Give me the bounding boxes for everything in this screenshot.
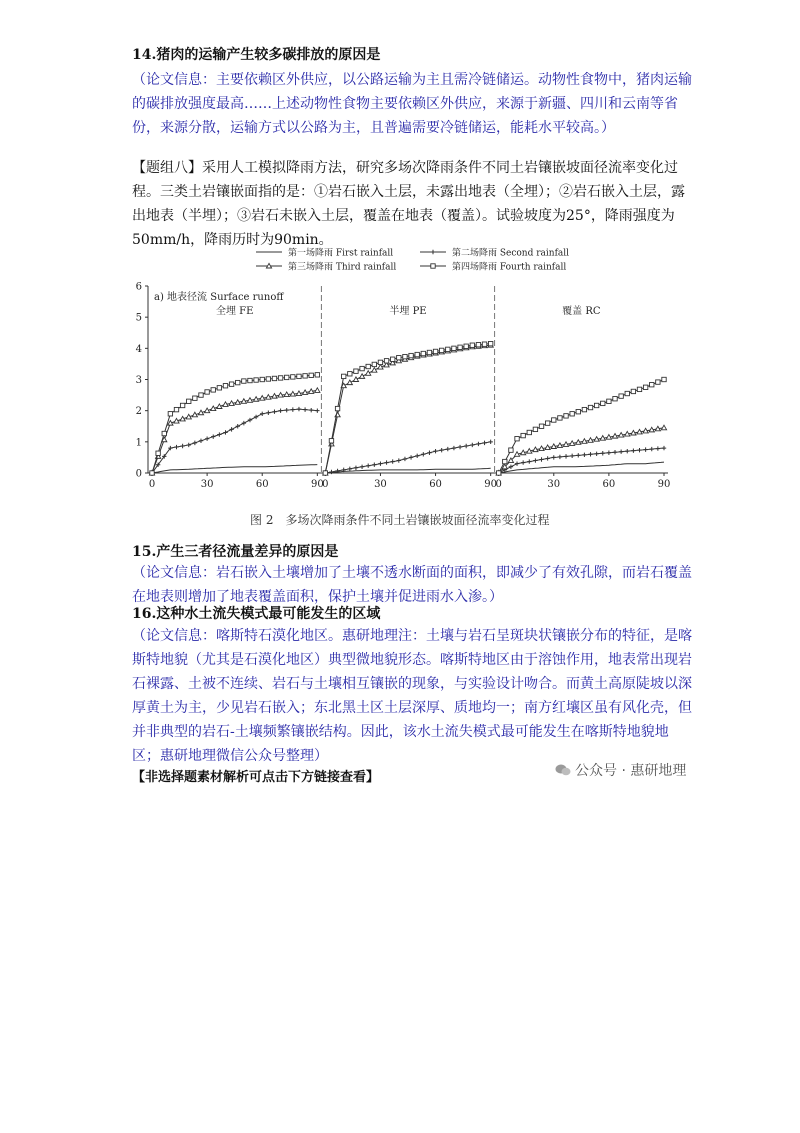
series-2-panel-1-point-12: [187, 443, 191, 447]
series-3-panel-2-point-10: [353, 377, 358, 382]
series-4-panel-3-point-22: [564, 414, 568, 418]
series-2-panel-1-point-38: [266, 411, 270, 415]
series-2-panel-3-point-30: [588, 452, 592, 456]
series-2-panel-1-point-28: [236, 424, 240, 428]
series-2-panel-1-point-22: [217, 432, 221, 436]
legend-label-4: 第四场降雨 Fourth rainfall: [452, 262, 567, 273]
series-2-panel-1-point-18: [205, 437, 209, 441]
series-4-panel-2-point-48: [470, 343, 474, 347]
series-2-panel-3-point-44: [631, 448, 635, 452]
series-4-panel-1-point-24: [223, 384, 227, 388]
series-4-panel-2-point-16: [372, 362, 376, 366]
series-4-panel-2-point-24: [397, 355, 401, 359]
series-4-panel-1-point-2: [156, 451, 160, 455]
series-4-panel-2-point-14: [366, 364, 370, 368]
y-tick-label-5: 5: [135, 312, 142, 324]
series-4-panel-3-point-48: [643, 385, 647, 389]
series-4-panel-2-point-34: [427, 350, 431, 354]
series-3-panel-2-line: [325, 345, 490, 473]
y-tick-label-4: 4: [135, 343, 142, 355]
series-2-panel-2-point-32: [421, 452, 425, 456]
series-4-panel-1-point-6: [168, 412, 172, 416]
panel-label-1: 全埋 FE: [215, 306, 254, 317]
series-2-panel-1-point-16: [199, 439, 203, 443]
series-4-panel-2-point-50: [476, 342, 480, 346]
footer-link-text[interactable]: 【非选择题素材解析可点击下方链接查看】: [132, 770, 380, 785]
series-4-panel-1-point-44: [285, 375, 289, 379]
series-3-panel-2-point-16: [372, 368, 377, 373]
series-2-panel-3-point-6: [515, 461, 519, 465]
series-2-panel-2-point-12: [360, 465, 364, 469]
x-tick-label-p1-0: 0: [148, 479, 156, 490]
series-4-panel-1-point-40: [272, 376, 276, 380]
series-4-panel-3-point-20: [558, 416, 562, 420]
series-3-panel-2-point-14: [366, 371, 371, 376]
series-2-panel-3-point-40: [619, 450, 623, 454]
series-3-panel-2-point-12: [359, 374, 364, 379]
series-2-panel-2-point-16: [372, 462, 376, 466]
series-4-panel-1-point-18: [205, 390, 209, 394]
x-tick-label-p2-60: 60: [429, 479, 442, 490]
wechat-icon: [555, 763, 571, 777]
y-tick-label-1: 1: [135, 437, 142, 449]
series-4-panel-1-point-16: [199, 393, 203, 397]
series-2-panel-2-point-46: [464, 444, 468, 448]
series-2-panel-3-point-50: [650, 447, 654, 451]
series-4-panel-1-point-8: [174, 407, 178, 411]
x-tick-label-p3-90: 90: [657, 479, 671, 490]
series-4-panel-2-point-32: [421, 351, 425, 355]
series-2-panel-3-point-54: [662, 446, 666, 450]
series-2-panel-1-point-26: [229, 427, 233, 431]
series-2-panel-2-point-40: [446, 447, 450, 451]
x-tick-label-p3-30: 30: [547, 479, 561, 490]
legend-label-2: 第二场降雨 Second rainfall: [452, 248, 570, 259]
series-2-panel-1-point-24: [223, 430, 227, 434]
series-2-panel-1-point-44: [285, 408, 289, 412]
series-4-panel-1-point-36: [260, 377, 264, 381]
series-4-panel-2-point-6: [342, 374, 346, 378]
series-4-panel-3-point-16: [545, 421, 549, 425]
series-4-panel-2-point-30: [415, 352, 419, 356]
series-2-panel-2-point-44: [458, 445, 462, 449]
series-2-panel-2-point-52: [482, 441, 486, 445]
series-4-panel-2-point-4: [335, 406, 339, 410]
brand-label: [555, 760, 686, 780]
brand-text: 公众号 · 惠研地理: [575, 763, 687, 779]
x-tick-label-p1-90: 90: [310, 479, 324, 490]
series-4-panel-2-point-20: [384, 359, 388, 363]
series-2-panel-2-point-8: [348, 467, 352, 471]
series-2-panel-3-point-14: [539, 457, 543, 461]
series-2-panel-2-point-10: [354, 466, 358, 470]
series-4-panel-3-point-46: [637, 387, 641, 391]
series-4-panel-1-point-4: [162, 431, 166, 435]
series-2-panel-3-point-34: [601, 451, 605, 455]
series-2-panel-2-point-26: [403, 457, 407, 461]
x-tick-label-p3-60: 60: [602, 479, 616, 490]
series-1-panel-1-line: [152, 465, 317, 473]
legend-marker-4: [431, 264, 435, 268]
question-14-title: 14.猪肉的运输产生较多碳排放的原因是: [132, 47, 381, 63]
series-4-panel-3-point-52: [656, 380, 660, 384]
series-4-panel-1-point-32: [248, 378, 252, 382]
series-2-panel-2-point-48: [470, 443, 474, 447]
series-4-panel-3-point-54: [662, 377, 666, 381]
question-15-note: （论文信息：岩石嵌入土壤增加了土壤不透水断面的面积，即减少了有效孔隙，而岩石覆盖在地表则增加了地表覆盖面积，保护土壤并促进雨水入渗。）: [132, 565, 692, 605]
series-2-panel-3-point-38: [613, 450, 617, 454]
series-4-panel-2-point-8: [348, 372, 352, 376]
series-2-panel-3-point-32: [594, 452, 598, 456]
series-2-panel-1-point-8: [174, 445, 178, 449]
series-2-panel-1-point-36: [260, 412, 264, 416]
series-2-panel-3-point-42: [625, 449, 629, 453]
figure-caption: 图 2 多场次降雨条件不同土岩镶嵌坡面径流率变化过程: [250, 513, 550, 527]
series-2-panel-2-point-34: [427, 451, 431, 455]
series-4-panel-3-point-44: [631, 389, 635, 393]
question-16-title: 16.这种水土流失模式最可能发生的区域: [132, 606, 381, 622]
series-2-panel-3-point-24: [570, 454, 574, 458]
series-4-panel-1-point-54: [315, 373, 319, 377]
x-tick-label-p1-60: 60: [255, 479, 269, 490]
series-3-panel-2-point-8: [347, 380, 352, 385]
series-4-panel-1-point-20: [211, 388, 215, 392]
series-2-panel-3-point-48: [643, 447, 647, 451]
series-3-panel-3-point-54: [661, 425, 666, 430]
panel-label-3: 覆盖 RC: [562, 306, 601, 317]
series-2-panel-2-point-30: [415, 454, 419, 458]
series-4-panel-1-point-38: [266, 377, 270, 381]
series-4-panel-3-point-30: [588, 405, 592, 409]
series-2-panel-2-point-18: [378, 461, 382, 465]
series-4-panel-1-point-0: [150, 471, 154, 475]
series-2-panel-3-point-18: [552, 455, 556, 459]
series-2-panel-3-point-10: [527, 459, 531, 463]
series-2-panel-3-point-36: [607, 451, 611, 455]
series-2-panel-1-point-14: [193, 441, 197, 445]
series-4-panel-2-point-44: [458, 345, 462, 349]
series-4-panel-2-point-52: [482, 342, 486, 346]
series-4-panel-3-point-8: [521, 433, 525, 437]
series-4-panel-3-point-26: [576, 410, 580, 414]
series-2-panel-2-point-50: [476, 442, 480, 446]
series-4-panel-2-point-38: [439, 348, 443, 352]
series-4-panel-2-point-26: [403, 354, 407, 358]
y-tick-label-3: 3: [135, 375, 142, 386]
series-2-panel-3-point-4: [509, 465, 513, 469]
group-8-intro: 【题组八】采用人工模拟降雨方法，研究多场次降雨条件不同土岩镶嵌坡面径流率变化过程。三类土岩镶嵌面指的是：①岩石嵌入土层，未露出地表（全埋）；②岩石嵌入土层，露出地表（半埋）；③岩石未嵌入土层，覆盖在地表（覆盖）。试验坡度为25°，降雨强度为50mm/h，降雨历时为90min。: [132, 160, 685, 248]
series-2-panel-1-point-46: [291, 407, 295, 411]
series-4-panel-3-point-18: [552, 418, 556, 422]
series-4-panel-1-point-28: [236, 380, 240, 384]
runoff-figure: [120, 238, 680, 508]
series-4-panel-1-point-48: [297, 374, 301, 378]
series-4-panel-2-line: [325, 344, 490, 473]
series-2-panel-3-point-8: [521, 460, 525, 464]
y-tick-label-0: 0: [135, 468, 142, 480]
series-2-panel-2-point-36: [433, 449, 437, 453]
series-4-panel-2-point-12: [360, 366, 364, 370]
x-tick-label-p2-0: 0: [322, 479, 329, 490]
question-15-title: 15.产生三者径流量差异的原因是: [132, 544, 339, 560]
series-2-panel-3-point-28: [582, 453, 586, 457]
series-2-panel-1-point-52: [309, 408, 313, 412]
series-2-panel-1-point-34: [254, 415, 258, 419]
series-4-panel-3-line: [499, 380, 664, 474]
series-4-panel-2-point-46: [464, 344, 468, 348]
series-2-panel-2-point-24: [397, 458, 401, 462]
series-2-panel-3-point-16: [545, 456, 549, 460]
series-4-panel-2-point-40: [446, 347, 450, 351]
series-2-panel-3-point-20: [558, 455, 562, 459]
y-tick-label-6: 6: [135, 281, 142, 293]
series-4-panel-3-point-4: [509, 448, 513, 452]
series-4-panel-3-point-38: [613, 397, 617, 401]
series-4-panel-1-point-46: [291, 375, 295, 379]
series-2-panel-3-point-46: [637, 448, 641, 452]
series-4-panel-2-point-36: [433, 349, 437, 353]
series-4-panel-2-point-22: [390, 357, 394, 361]
series-4-panel-3-point-40: [619, 394, 623, 398]
series-2-panel-1-point-20: [211, 434, 215, 438]
series-2-panel-1-point-42: [278, 408, 282, 412]
series-4-panel-1-point-30: [242, 379, 246, 383]
series-2-panel-1-point-30: [242, 421, 246, 425]
series-4-panel-1-point-22: [217, 386, 221, 390]
series-4-panel-1-point-42: [278, 376, 282, 380]
series-2-panel-2-point-22: [390, 459, 394, 463]
series-2-panel-1-point-48: [297, 407, 301, 411]
legend-label-3: 第三场降雨 Third rainfall: [288, 262, 397, 273]
series-3-panel-1-point-54: [315, 388, 320, 393]
series-4-panel-1-point-52: [309, 373, 313, 377]
series-2-panel-1-point-32: [248, 418, 252, 422]
legend-label-1: 第一场降雨 First rainfall: [288, 248, 394, 259]
question-16-note: （论文信息：喀斯特石漠化地区。惠研地理注：土壤与岩石呈斑块状镶嵌分布的特征，是喀斯特地貌（尤其是石漠化地区）典型微地貌形态。喀斯特地区由于溶蚀作用，地表常出现岩石裸露、土被不连续、岩石与土壤相互镶嵌的现象，与实验设计吻合。而黄土高原陡坡以深厚黄土为主，少见岩石嵌入；东北黑土区土层深厚、质地均一；南方红壤区虽有风化壳，但并非典型的岩石-土壤频繁镶嵌结构。因此，该水土流失模式最可能发生在喀斯特地貌地区；惠研地理微信公众号整理）: [132, 628, 692, 764]
series-4-panel-2-point-28: [409, 353, 413, 357]
series-2-panel-2-point-2: [329, 470, 333, 474]
series-2-panel-2-point-42: [452, 446, 456, 450]
series-4-panel-3-point-50: [650, 382, 654, 386]
series-4-panel-3-point-42: [625, 391, 629, 395]
series-4-panel-3-point-10: [527, 430, 531, 434]
series-2-panel-3-point-26: [576, 453, 580, 457]
series-4-panel-3-point-2: [503, 459, 507, 463]
series-4-panel-2-point-2: [329, 439, 333, 443]
chart-title: a) 地表径流 Surface runoff: [154, 292, 284, 303]
series-4-panel-1-point-14: [193, 396, 197, 400]
series-2-panel-2-point-38: [439, 448, 443, 452]
series-4-panel-1-point-34: [254, 378, 258, 382]
series-4-panel-2-point-18: [378, 360, 382, 364]
series-2-panel-1-point-54: [315, 408, 319, 412]
x-tick-label-p2-30: 30: [374, 479, 387, 490]
series-4-panel-3-point-0: [496, 471, 500, 475]
series-2-panel-3-point-52: [656, 446, 660, 450]
series-4-panel-3-point-14: [539, 424, 543, 428]
series-2-panel-2-point-20: [384, 460, 388, 464]
series-4-panel-2-point-42: [452, 346, 456, 350]
series-4-panel-1-line: [152, 375, 317, 473]
series-2-panel-3-point-22: [564, 454, 568, 458]
x-tick-label-p2-90: 90: [484, 479, 498, 490]
panel-label-2: 半埋 PE: [389, 306, 427, 317]
series-4-panel-2-point-10: [354, 369, 358, 373]
series-4-panel-1-point-26: [229, 382, 233, 386]
series-4-panel-1-point-12: [187, 399, 191, 403]
series-3-panel-1-line: [152, 390, 317, 473]
series-2-panel-1-point-50: [303, 407, 307, 411]
series-2-panel-1-point-10: [180, 444, 184, 448]
question-14-note: （论文信息：主要依赖区外供应，以公路运输为主且需冷链储运。动物性食物中，猪肉运输的碳排放强度最高……上述动物性食物主要依赖区外供应，来源于新疆、四川和云南等省份，来源分散，运输方式以公路为主，且普遍需要冷链储运，能耗水平较高。）: [132, 72, 692, 136]
series-2-panel-2-point-54: [488, 440, 492, 444]
series-2-panel-3-point-12: [533, 458, 537, 462]
y-tick-label-2: 2: [135, 406, 142, 418]
series-4-panel-3-point-12: [533, 427, 537, 431]
series-4-panel-2-point-0: [323, 471, 327, 475]
series-4-panel-3-point-32: [594, 403, 598, 407]
x-tick-label-p3-0: 0: [495, 479, 502, 490]
series-4-panel-3-point-34: [601, 401, 605, 405]
series-4-panel-1-point-50: [303, 374, 307, 378]
series-2-panel-2-point-28: [409, 455, 413, 459]
series-4-panel-3-point-6: [515, 437, 519, 441]
legend-marker-2: [431, 250, 435, 254]
series-2-panel-2-point-14: [366, 464, 370, 468]
series-4-panel-3-point-24: [570, 412, 574, 416]
series-4-panel-3-point-28: [582, 407, 586, 411]
series-2-panel-1-point-40: [272, 410, 276, 414]
x-tick-label-p1-30: 30: [200, 479, 214, 490]
series-4-panel-3-point-36: [607, 399, 611, 403]
series-4-panel-1-point-10: [180, 403, 184, 407]
series-4-panel-2-point-54: [488, 341, 492, 345]
